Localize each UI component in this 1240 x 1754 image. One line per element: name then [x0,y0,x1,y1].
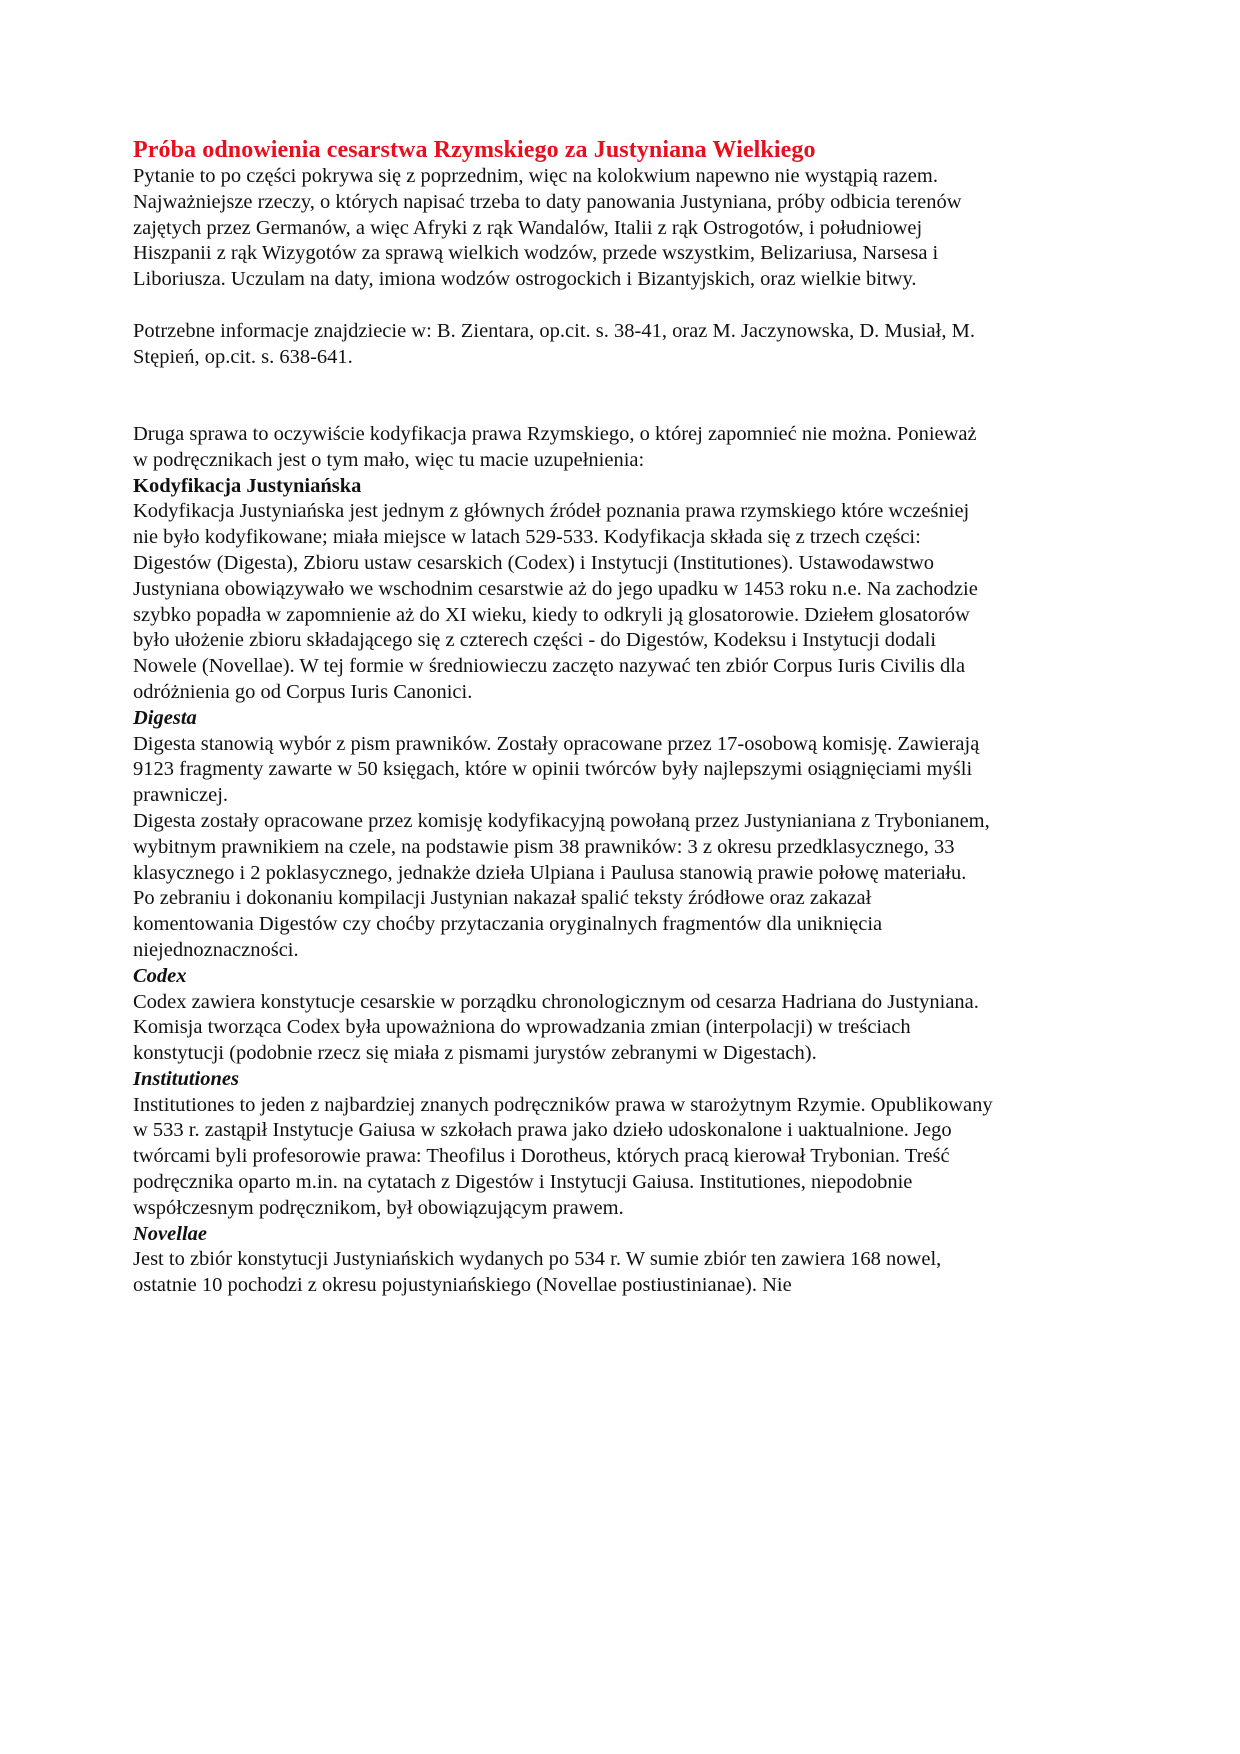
section-heading: Novellae [133,1222,207,1245]
second-intro-paragraph: Druga sprawa to oczywiście kodyfikacja prawa Rzymskiego, o której zapomnieć nie można. Ponieważ w podręcznikach jest o tym mało, więc tu macie uzupełnienia: [133,422,977,471]
intro-paragraph: Pytanie to po części pokrywa się z poprzednim, więc na kolokwium napewno nie wystąpią razem. Najważniejsze rzeczy, o których napisać trzeba to daty panowania Justyniana, próby odbicia terenów zajętych przez Germanów, a więc Afryki z rąk Wandalów, Italii z rąk Ostrogotów, i południowej Hiszpanii z rąk Wizygotów za sprawą wielkich wodzów, przede wszystkim, Belizariusa, Narsesa i Liboriusza. Uczulam na daty, imiona wodzów ostrogockich i Bizantyjskich, oraz wielkie bitwy. [133,165,962,291]
spacer [133,293,993,319]
section-paragraph: Institutiones to jeden z najbardziej znanych podręczników prawa w starożytnym Rzymie. Opublikowany w 533 r. zastąpił Instytucje Gaiusa w szkołach prawa jako dzieło udoskonalone i uaktualnione. Jego twórcami byli profesorowie prawa: Theofilus i Dorotheus, których pracą kierował Trybonian. Treść podręcznika oparto m.in. na cytatach z Digestów i Instytucji Gaiusa. Institutiones, niepodobnie współczesnym podręcznikom, był obowiązującym prawem. [133,1093,993,1219]
section-heading: Kodyfikacja Justyniańska [133,474,362,497]
document-title: Próba odnowienia cesarstwa Rzymskiego za Justyniana Wielkiego [133,137,816,163]
sources-paragraph: Potrzebne informacje znajdziecie w: B. Zientara, op.cit. s. 38-41, oraz M. Jaczynowska, D. Musiał, M. Stępień, op.cit. s. 638-641. [133,319,975,368]
section-heading: Codex [133,964,187,987]
section-kodyfikacja [133,474,993,706]
section-paragraph: Jest to zbiór konstytucji Justyniańskich wydanych po 534 r. W sumie zbiór ten zawiera 168 nowel, ostatnie 10 pochodzi z okresu pojustyniańskiego (Novellae postiustinianae). Nie [133,1248,942,1297]
section-heading: Institutiones [133,1067,239,1090]
section-novellae [133,1222,993,1299]
section-digesta [133,706,993,964]
section-heading: Digesta [133,706,197,729]
document-page [133,136,993,1299]
section-paragraph: Kodyfikacja Justyniańska jest jednym z głównych źródeł poznania prawa rzymskiego które wcześniej nie było kodyfikowane; miała miejsce w latach 529-533. Kodyfikacja składa się z trzech części: Digestów (Digesta), Zbioru ustaw cesarskich (Codex) i Instytucji (Institutiones). Ustawodawstwo Justyniana obowiązywało we wschodnim cesarstwie aż do jego upadku w 1453 roku n.e. Na zachodzie szybko popadła w zapomnienie aż do XI wieku, kiedy to odkryli ją glosatorowie. Dziełem glosatorów było ułożenie zbioru składającego się z czterech części - do Digestów, Kodeksu i Instytucji dodali Nowele (Novellae). W tej formie w średniowieczu zaczęto nazywać ten zbiór Corpus Iuris Civilis dla odróżnienia go od Corpus Iuris Canonici. [133,500,978,703]
section-codex [133,964,993,1067]
section-paragraph: Codex zawiera konstytucje cesarskie w porządku chronologicznym od cesarza Hadriana do Justyniana. Komisja tworząca Codex była upoważniona do wprowadzania zmian (interpolacji) w treściach konstytucji (podobnie rzecz się miała z pismami jurystów zebranymi w Digestach). [133,990,979,1065]
section-paragraph: Digesta zostały opracowane przez komisję kodyfikacyjną powołaną przez Justynianiana z Trybonianem, wybitnym prawnikiem na czele, na podstawie pism 38 prawników: 3 z okresu przedklasycznego, 33 klasycznego i 2 poklasycznego, jednakże dzieła Ulpiana i Paulusa stanowią prawie połowę materiału. Po zebraniu i dokonaniu kompilacji Justynian nakazał spalić teksty źródłowe oraz zakazał komentowania Digestów czy choćby przytaczania oryginalnych fragmentów dla uniknięcia niejednoznaczności. [133,809,990,961]
section-paragraph: Digesta stanowią wybór z pism prawników. Zostały opracowane przez 17-osobową komisję. Zawierają 9123 fragmenty zawarte w 50 księgach, które w opinii twórców były najlepszymi osiągnięciami myśli prawniczej. [133,732,980,807]
spacer [133,370,993,422]
section-institutiones [133,1067,993,1222]
